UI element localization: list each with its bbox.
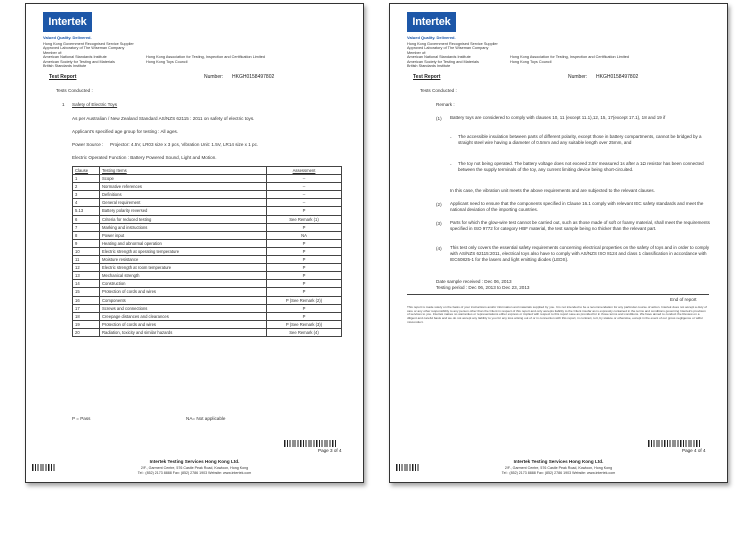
testing-item-cell: General requirement bbox=[100, 199, 267, 207]
standard-text: As per Australian / New Zealand Standard AS/NZS 62115 : 2011 on safety of electric toys. bbox=[72, 116, 255, 121]
remark-3: Parts for which the glow-wire test cannot be carried out, such as those made of soft or foamy material, shall meet the requirements specified in ISO 9772 for category HBF material, the test sample being no thicker than the relevant part. bbox=[450, 220, 710, 231]
clause-cell: 6 bbox=[73, 215, 100, 223]
header-line: Approved Laboratory of The Wiseman Company bbox=[407, 46, 489, 51]
table-row bbox=[73, 256, 342, 264]
remark-label: Remark : bbox=[436, 102, 455, 107]
header-line-right: Hong Kong Association for Testing, Inspection and Certification Limited bbox=[510, 55, 629, 60]
power-source-label: Power Source : bbox=[72, 142, 104, 147]
assessment-cell: P (See Remark (3)) bbox=[267, 320, 342, 328]
remark-1: Battery toys are considered to comply with clauses 10, 11 (except 11.1),12, 15, 17(except 17.1), 18 and 19 if bbox=[450, 115, 666, 120]
table-row bbox=[73, 328, 342, 336]
report-title: Test Report bbox=[413, 74, 441, 80]
function-text: Electric Operated Function : Battery Powered Sound, Light and Motion. bbox=[72, 155, 217, 160]
assessment-cell: See Remark (4) bbox=[267, 328, 342, 336]
table-row bbox=[73, 223, 342, 231]
testing-item-cell: Mechanical strength bbox=[100, 272, 267, 280]
clause-cell: 2 bbox=[73, 183, 100, 191]
tagline: Valued Quality. Delivered. bbox=[43, 35, 92, 40]
clause-table-body bbox=[73, 175, 342, 337]
footer-company: Intertek Testing Services Hong Kong Ltd. bbox=[513, 459, 604, 464]
clause-cell: 5.13 bbox=[73, 207, 100, 215]
clause-table bbox=[72, 166, 342, 337]
remark-1c: In this case, the vibration unit meets the above requirements and are subjected to the relevant clauses. bbox=[450, 188, 655, 193]
header-line-right: Hong Kong Toys Council bbox=[510, 59, 552, 64]
report-title: Test Report bbox=[49, 74, 77, 80]
assessment-cell: -- bbox=[267, 191, 342, 199]
assessment-cell: P bbox=[267, 304, 342, 312]
header-line: American National Standards Institute bbox=[407, 55, 471, 60]
table-row bbox=[73, 183, 342, 191]
barcode bbox=[648, 440, 700, 447]
page-number: Page 3 of 4 bbox=[318, 448, 342, 453]
clause-cell: 11 bbox=[73, 256, 100, 264]
remark-1a: The accessible insulation between parts of different polarity, except those in battery compartments, cannot be bridged by a straight steel wire having a diameter of 0.5mm and any suitable length over 25mm, and bbox=[458, 134, 702, 145]
header-line: Hong Kong Government Recognised Service Supplier bbox=[407, 42, 498, 46]
table-row bbox=[73, 312, 342, 320]
table-row bbox=[73, 296, 342, 304]
table-row bbox=[73, 207, 342, 215]
clause-cell: 12 bbox=[73, 264, 100, 272]
header-assessment: Assessment bbox=[267, 167, 342, 175]
report-page-3 bbox=[25, 3, 364, 483]
clause-cell: 9 bbox=[73, 239, 100, 247]
page-number: Page 4 of 4 bbox=[682, 448, 706, 453]
assessment-cell: P bbox=[267, 272, 342, 280]
table-row bbox=[73, 247, 342, 255]
testing-item-cell: Construction bbox=[100, 280, 267, 288]
legend-pass: P = Pass bbox=[72, 416, 91, 421]
header-line: American Society for Testing and Materials bbox=[43, 59, 115, 64]
assessment-cell: P bbox=[267, 312, 342, 320]
assessment-cell: P bbox=[267, 239, 342, 247]
assessment-cell: P (See Remark (2)) bbox=[267, 296, 342, 304]
clause-cell: 3 bbox=[73, 191, 100, 199]
remark-4: This test only covers the essential safety requirements concerning electrical properties on the safety of toys and in order to comply with AS/NZS 62115:2011, electrical toys also have to comply with AS/NZS ISO 8124 and class 1 classification in accordance with IEC60825-1 for the lasers and light emitting diodes (LEDS). bbox=[450, 245, 710, 262]
testing-period: Testing period : Dec 06, 2013 to Dec 23, 2013 bbox=[436, 285, 530, 290]
testing-item-cell: Battery polarity reversed bbox=[100, 207, 267, 215]
assessment-cell: P bbox=[267, 288, 342, 296]
tests-conducted: Tests Conducted : bbox=[56, 88, 93, 93]
header-line: Hong Kong Government Recognised Service Supplier bbox=[43, 42, 134, 46]
header-line: American Society for Testing and Materials bbox=[407, 59, 479, 64]
testing-item-cell: Screws and connections bbox=[100, 304, 267, 312]
testing-item-cell: Criteria for reduced testing bbox=[100, 215, 267, 223]
assessment-cell: P bbox=[267, 264, 342, 272]
age-group-text: Applicant's specified age group for testing : All ages. bbox=[72, 129, 179, 134]
clause-cell: 17 bbox=[73, 304, 100, 312]
divider bbox=[407, 294, 709, 295]
header-line: Member of: bbox=[43, 50, 63, 55]
remark-3-number: (3) bbox=[436, 221, 442, 226]
header-line-right: Hong Kong Toys Council bbox=[146, 59, 188, 64]
date-received: Date sample received : Dec 06, 2013 bbox=[436, 279, 512, 284]
number-label: Number: bbox=[568, 74, 588, 80]
header-line: Approved Laboratory of The Wiseman Company bbox=[43, 46, 125, 51]
intertek-logo: Intertek bbox=[43, 12, 92, 32]
clause-cell: 13 bbox=[73, 272, 100, 280]
legend-na: NA= Not applicable bbox=[186, 416, 226, 421]
disclaimer: This report is made solely on the basis of your instructions and/or information and materials supplied by you. It is not intended to be a recommendation for any particular course of action. Intertek does not accept a duty of care or any other responsibility to any person other than the Client in respect of this report and only accepts liability to the Client insofar as is expressly contained in the terms and conditions governing Intertek's provision of services to you. Intertek makes no warranties or representations either express or implied with respect to this report save as provided for in those terms and conditions. We have aimed to conduct the Review on a diligent and careful basis and we do not accept any liability to you for any loss arising out of or in connection with this report, in contract, tort, by statute or otherwise, except in the event of our gross negligence or wilful misconduct. bbox=[407, 305, 707, 324]
testing-item-cell: Power input bbox=[100, 231, 267, 239]
table-row bbox=[73, 264, 342, 272]
assessment-cell: P bbox=[267, 247, 342, 255]
table-row bbox=[73, 320, 342, 328]
clause-cell: 1 bbox=[73, 175, 100, 183]
footer-contact: Tel : (852) 2173 8888 Fax: (852) 2786 1903 Website: www.intertek.com bbox=[501, 471, 616, 475]
clause-cell: 14 bbox=[73, 280, 100, 288]
table-header-row bbox=[73, 167, 342, 175]
header-testing-items: Testing Items bbox=[100, 167, 267, 175]
assessment-cell: -- bbox=[267, 199, 342, 207]
testing-item-cell: Electric strength at room temperature bbox=[100, 264, 267, 272]
assessment-cell: P bbox=[267, 280, 342, 288]
assessment-cell: P bbox=[267, 223, 342, 231]
footer-address: 2/F., Garment Centre, 576 Castle Peak Road, Kowloon, Hong Kong bbox=[504, 466, 613, 470]
barcode bbox=[284, 440, 336, 447]
remark-1b-bullet: - bbox=[450, 162, 452, 167]
clause-cell: 8 bbox=[73, 231, 100, 239]
tests-conducted: Tests Conducted : bbox=[420, 88, 457, 93]
testing-item-cell: Protection of cords and wires bbox=[100, 320, 267, 328]
header-line: American National Standards Institute bbox=[43, 55, 107, 60]
remark-4-number: (4) bbox=[436, 246, 442, 251]
remark-1-number: (1) bbox=[436, 116, 442, 121]
table-row bbox=[73, 215, 342, 223]
item-number: 1 bbox=[62, 102, 65, 107]
assessment-cell: -- bbox=[267, 175, 342, 183]
remark-1a-bullet: - bbox=[450, 135, 452, 140]
tagline: Valued Quality. Delivered. bbox=[407, 35, 456, 40]
footer-company: Intertek Testing Services Hong Kong Ltd. bbox=[149, 459, 240, 464]
testing-item-cell: Heating and abnormal operation bbox=[100, 239, 267, 247]
assessment-cell: P bbox=[267, 207, 342, 215]
header-clause: Clause bbox=[73, 167, 100, 175]
remark-2: Applicant need to ensure that the components specified in Clause 16.1 comply with relevant IEC safety standards and meet the national deviation of the importing countries. bbox=[450, 201, 704, 212]
header-line-right: Hong Kong Association for Testing, Inspection and Certification Limited bbox=[146, 55, 265, 60]
table-row bbox=[73, 304, 342, 312]
table-row bbox=[73, 231, 342, 239]
testing-item-cell: Protection of cords and wires bbox=[100, 288, 267, 296]
table-row bbox=[73, 272, 342, 280]
assessment-cell: -- bbox=[267, 183, 342, 191]
table-row bbox=[73, 280, 342, 288]
clause-cell: 4 bbox=[73, 199, 100, 207]
report-number: HKGH0158497802 bbox=[596, 74, 639, 80]
number-label: Number: bbox=[204, 74, 224, 80]
footer-address: 2/F., Garment Centre, 576 Castle Peak Road, Kowloon, Hong Kong bbox=[140, 466, 249, 470]
testing-item-cell: Scope bbox=[100, 175, 267, 183]
table-row bbox=[73, 288, 342, 296]
testing-item-cell: Marking and instructions bbox=[100, 223, 267, 231]
header-line: British Standards Institute bbox=[43, 64, 87, 68]
clause-cell: 10 bbox=[73, 247, 100, 255]
clause-cell: 16 bbox=[73, 296, 100, 304]
table-row bbox=[73, 175, 342, 183]
report-number: HKGH0158497802 bbox=[232, 74, 275, 80]
testing-item-cell: Normative references bbox=[100, 183, 267, 191]
clause-cell: 18 bbox=[73, 312, 100, 320]
testing-item-cell: Moisture resistance bbox=[100, 256, 267, 264]
report-page-4 bbox=[389, 3, 728, 483]
table-row bbox=[73, 239, 342, 247]
testing-item-cell: Definitions bbox=[100, 191, 267, 199]
assessment-cell: See Remark (1) bbox=[267, 215, 342, 223]
clause-cell: 20 bbox=[73, 328, 100, 336]
end-of-report: End of report bbox=[670, 297, 697, 302]
footer-contact: Tel : (852) 2173 8888 Fax: (852) 2786 1903 Website: www.intertek.com bbox=[137, 471, 252, 475]
clause-cell: 7 bbox=[73, 223, 100, 231]
testing-item-cell: Creepage distances and clearances bbox=[100, 312, 267, 320]
header-line: Member of: bbox=[407, 50, 427, 55]
remark-2-number: (2) bbox=[436, 202, 442, 207]
assessment-cell: NA bbox=[267, 231, 342, 239]
testing-item-cell: Components bbox=[100, 296, 267, 304]
header-line: British Standards Institute bbox=[407, 64, 451, 68]
table-row bbox=[73, 199, 342, 207]
clause-cell: 19 bbox=[73, 320, 100, 328]
testing-item-cell: Radiation, toxicity and similar hazards bbox=[100, 328, 267, 336]
table-row bbox=[73, 191, 342, 199]
intertek-logo: Intertek bbox=[407, 12, 456, 32]
remark-1b: The toy not being operated. The battery voltage does not exceed 2.5V measured 1s after a 1Ω resistor has been connected between the supply terminals of the toy, any current limiting device being short-circuited. bbox=[458, 161, 704, 172]
testing-item-cell: Electric strength at operating temperature bbox=[100, 247, 267, 255]
item-title: Safety of Electric Toys bbox=[72, 102, 118, 107]
clause-cell: 15 bbox=[73, 288, 100, 296]
power-source-value: Projector: 4.5V, LR03 size x 3 pcs, Vibration Unit: 1.5V, LR14 size x 1 pc. bbox=[110, 142, 259, 147]
assessment-cell: P bbox=[267, 256, 342, 264]
